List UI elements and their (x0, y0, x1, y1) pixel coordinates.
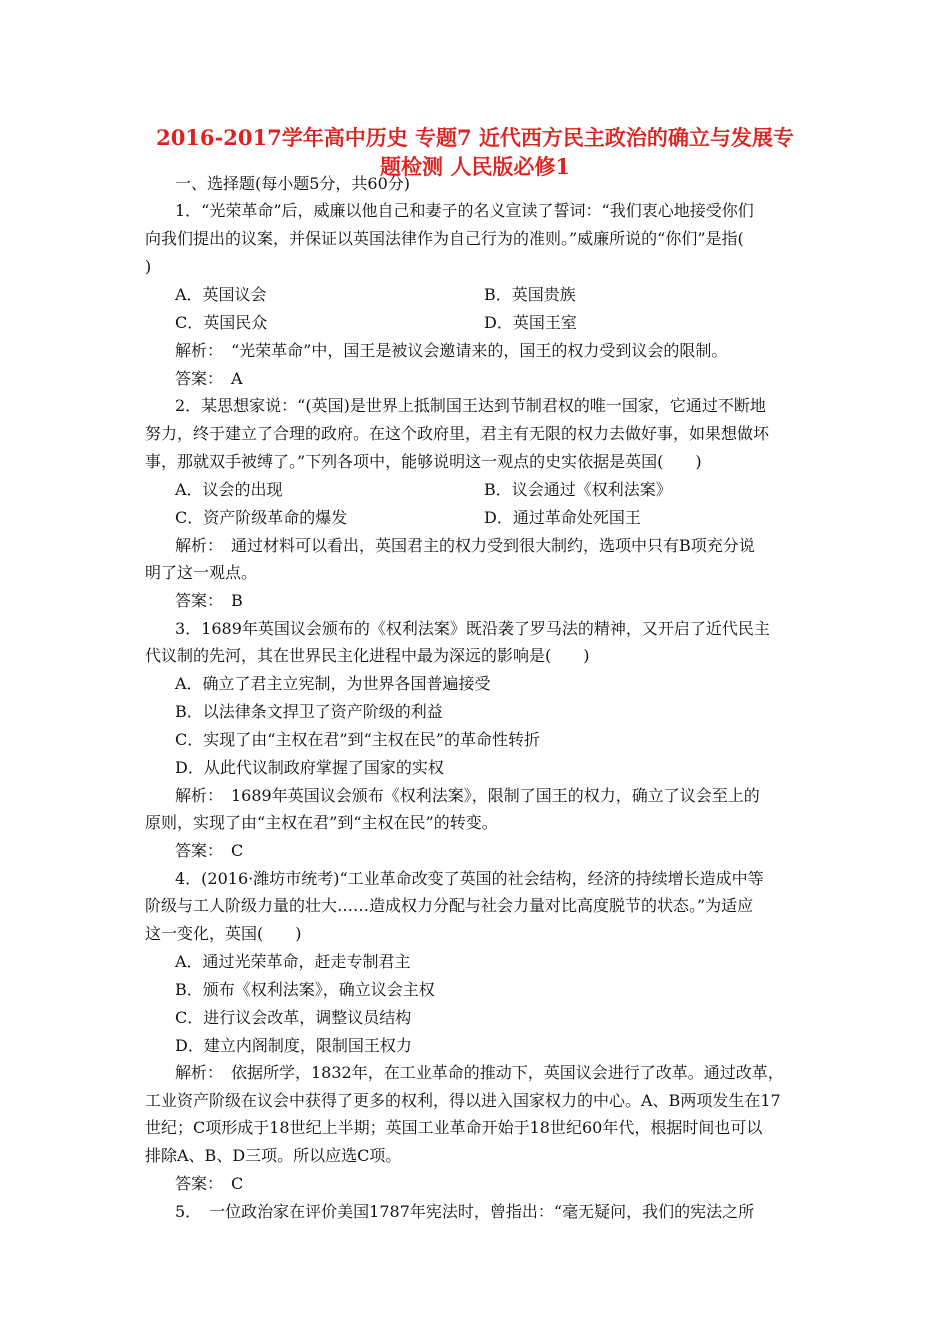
q2-option-d: D．通过革命处死国王 (484, 508, 641, 527)
q4-option-d: D．建立内阁制度，限制国王权力 (175, 1036, 412, 1055)
q3-analysis-line-2: 原则，实现了由“主权在君”到“主权在民”的转变。 (145, 813, 498, 832)
q2-option-b: B．议会通过《权利法案》 (484, 480, 672, 499)
q2-analysis-line-2: 明了这一观点。 (145, 563, 258, 582)
title-line-2: 题检测 人民版必修1 (380, 154, 570, 179)
q3-line-2: 代议制的先河，其在世界民主化进程中最为深远的影响是( ) (145, 646, 590, 665)
q3-option-d: D．从此代议制政府掌握了国家的实权 (175, 758, 444, 777)
q3-option-c: C．实现了由“主权在君”到“主权在民”的革命性转折 (175, 730, 540, 749)
q4-line-1: 4．(2016·潍坊市统考)“工业革命改变了英国的社会结构，经济的持续增长造成中等 (175, 869, 764, 888)
q3-option-a: A．确立了君主立宪制，为世界各国普遍接受 (175, 674, 491, 693)
q1-line-2: 向我们提出的议案，并保证以英国法律作为自己行为的准则。”威廉所说的“你们”是指( (145, 229, 744, 248)
q1-option-c: C．英国民众 (175, 313, 268, 332)
q4-answer: 答案： C (175, 1174, 244, 1193)
q4-analysis-line-1: 解析： 依据所学，1832年，在工业革命的推动下，英国议会进行了改革。通过改革， (175, 1063, 784, 1082)
q1-line-1: 1．“光荣革命”后，威廉以他自己和妻子的名义宣读了誓词：“我们衷心地接受你们 (175, 201, 754, 220)
q4-option-a: A．通过光荣革命，赶走专制君主 (175, 952, 411, 971)
q2-line-3: 事，那就双手被缚了。”下列各项中，能够说明这一观点的史实依据是英国( ) (145, 452, 702, 471)
q1-option-b: B．英国贵族 (484, 285, 576, 304)
q3-analysis-line-1: 解析： 1689年英国议会颁布《权利法案》，限制了国王的权力，确立了议会至上的 (175, 786, 760, 805)
q3-line-1: 3．1689年英国议会颁布的《权利法案》既沿袭了罗马法的精神，又开启了近代民主 (175, 619, 770, 638)
q2-analysis-line-1: 解析： 通过材料可以看出，英国君主的权力受到很大制约，选项中只有B项充分说 (175, 536, 755, 555)
q3-option-b: B．以法律条文捍卫了资产阶级的利益 (175, 702, 443, 721)
q5-line-1: 5． 一位政治家在评价美国1787年宪法时，曾指出：“毫无疑问，我们的宪法之所 (175, 1202, 755, 1221)
document-title (100, 123, 850, 181)
q4-analysis-line-4: 排除A、B、D三项。所以应选C项。 (145, 1146, 402, 1165)
q4-option-c: C．进行议会改革，调整议员结构 (175, 1008, 412, 1027)
q1-answer: 答案： A (175, 369, 243, 388)
q1-option-a: A．英国议会 (175, 285, 267, 304)
q2-line-2: 努力，终于建立了合理的政府。在这个政府里，君主有无限的权力去做好事，如果想做坏 (145, 424, 770, 443)
q3-answer: 答案： C (175, 841, 244, 860)
q4-option-b: B．颁布《权利法案》，确立议会主权 (175, 980, 435, 999)
q2-line-1: 2．某思想家说：“(英国)是世界上抵制国王达到节制君权的唯一国家，它通过不断地 (175, 396, 766, 415)
q1-line-3: ) (145, 257, 152, 276)
q4-line-2: 阶级与工人阶级力量的壮大……造成权力分配与社会力量对比高度脱节的状态。”为适应 (145, 896, 754, 915)
q2-option-a: A．议会的出现 (175, 480, 283, 499)
section-heading: 一、选择题(每小题5分，共60分) (175, 174, 411, 193)
q4-line-3: 这一变化，英国( ) (145, 924, 302, 943)
q2-answer: 答案： B (175, 591, 243, 610)
q4-analysis-line-3: 世纪；C项形成于18世纪上半期；英国工业革命开始于18世纪60年代，根据时间也可以 (145, 1118, 763, 1137)
q1-option-d: D．英国王室 (484, 313, 577, 332)
title-line-1: 2016-2017学年高中历史 专题7 近代西方民主政治的确立与发展专 (156, 125, 794, 150)
q4-analysis-line-2: 工业资产阶级在议会中获得了更多的权利，得以进入国家权力的中心。A、B两项发生在17 (145, 1091, 781, 1110)
q1-analysis: 解析： “光荣革命”中，国王是被议会邀请来的，国王的权力受到议会的限制。 (175, 341, 728, 360)
q2-option-c: C．资产阶级革命的爆发 (175, 508, 348, 527)
